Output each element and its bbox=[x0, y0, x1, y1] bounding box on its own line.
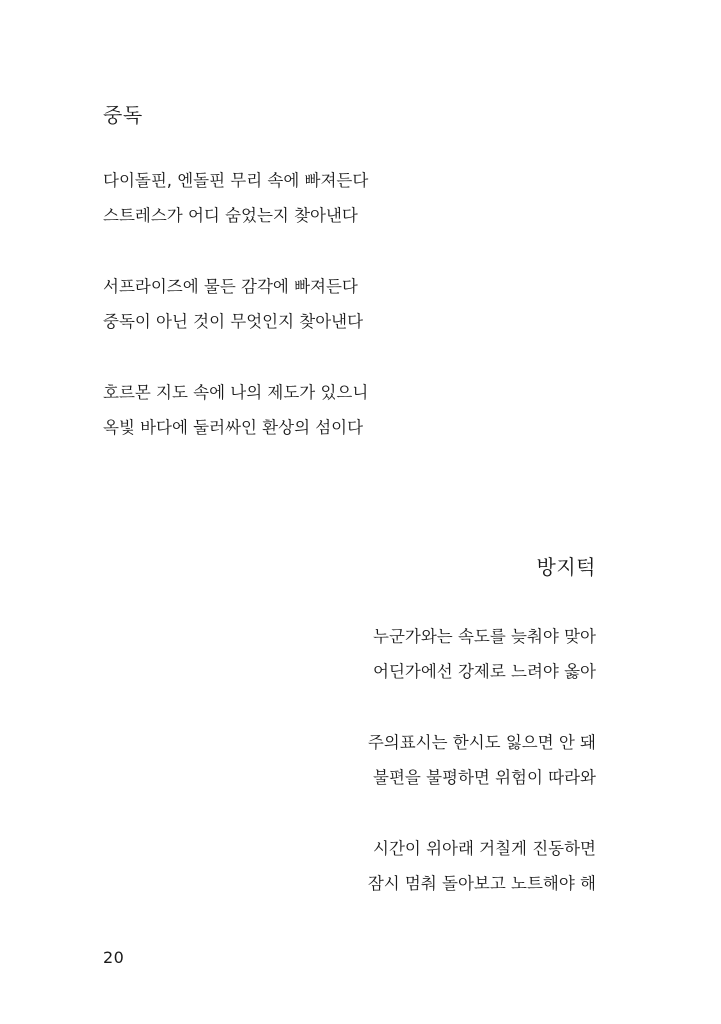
poem-line: 옥빛 바다에 둘러싸인 환상의 섬이다 bbox=[103, 418, 364, 437]
poem-line: 중독이 아닌 것이 무엇인지 찾아낸다 bbox=[103, 312, 364, 331]
stanza bbox=[176, 619, 596, 689]
poem-line: 스트레스가 어디 숨었는지 찾아낸다 bbox=[103, 206, 358, 225]
poem-line: 어딘가에선 강제로 느려야 옳아 bbox=[373, 662, 596, 681]
poem-line: 주의표시는 한시도 잃으면 안 돼 bbox=[367, 733, 596, 752]
poem-title: 방지턱 bbox=[536, 555, 596, 579]
poem-line: 잠시 멈춰 돌아보고 노트해야 해 bbox=[367, 874, 596, 893]
poem-title: 중독 bbox=[103, 103, 143, 127]
poem-line: 시간이 위아래 거칠게 진동하면 bbox=[373, 839, 596, 858]
stanza bbox=[176, 831, 596, 901]
poem-addiction bbox=[103, 98, 523, 445]
poem-line: 불편을 불평하면 위험이 따라와 bbox=[373, 768, 596, 787]
stanza bbox=[103, 163, 523, 233]
page-number: 20 bbox=[103, 948, 125, 967]
stanza bbox=[103, 269, 523, 339]
stanza bbox=[103, 375, 523, 445]
poem-speed-bump bbox=[176, 550, 596, 901]
poem-line: 누군가와는 속도를 늦춰야 맞아 bbox=[373, 627, 596, 646]
poem-line: 호르몬 지도 속에 나의 제도가 있으니 bbox=[103, 383, 369, 402]
poem-line: 서프라이즈에 물든 감각에 빠져든다 bbox=[103, 277, 358, 296]
poem-line: 다이돌핀, 엔돌핀 무리 속에 빠져든다 bbox=[103, 171, 369, 190]
stanza bbox=[176, 725, 596, 795]
